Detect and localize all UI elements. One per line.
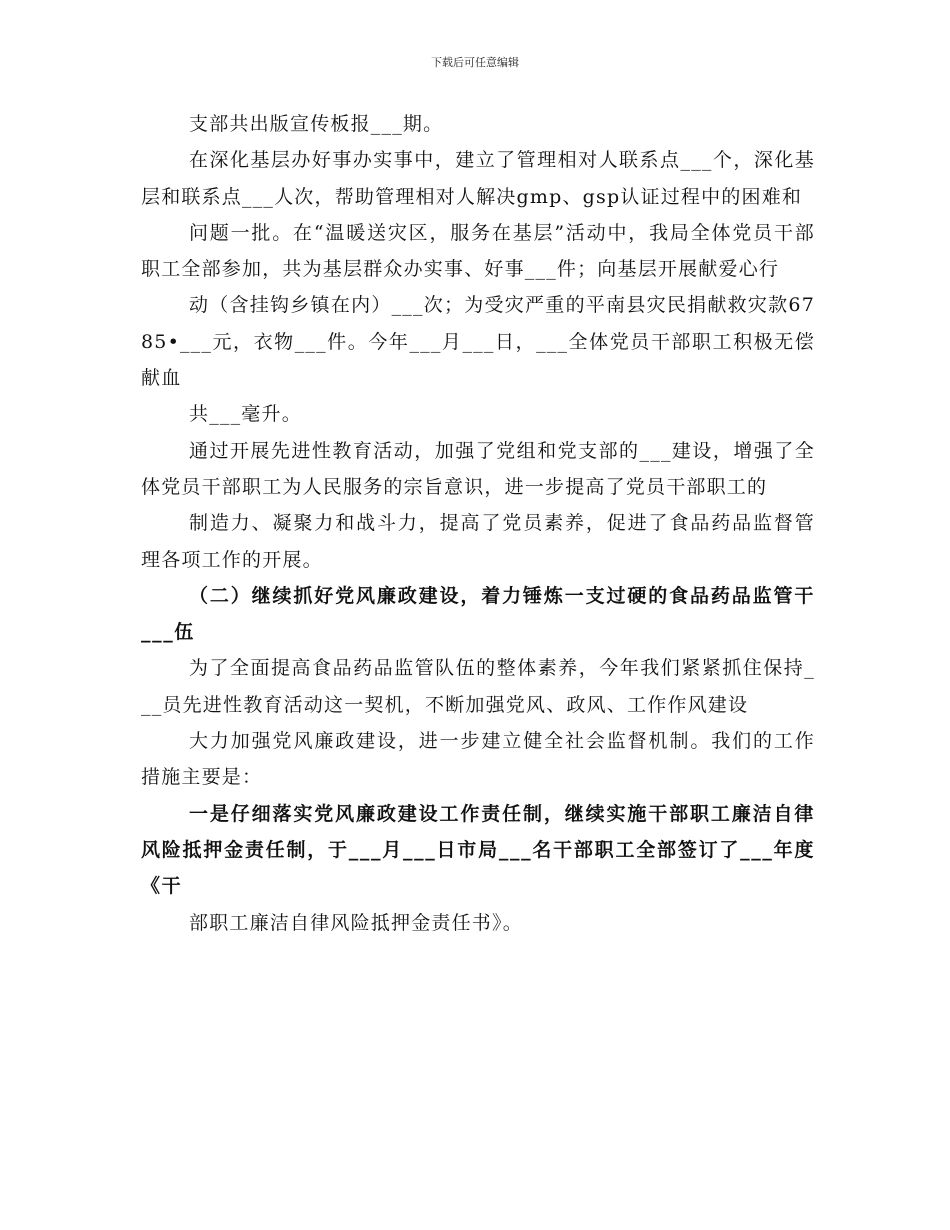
paragraph: 部职工廉洁自律风险抵押金责任书》。 <box>189 911 523 934</box>
paragraph: 动（含挂钩乡镇在内）___次；为受灾严重的平南县灾民捐献救灾款6785•___元，衣物___件。今年___月___日，___全体党员干部职工积极无偿献血 <box>141 294 815 390</box>
paragraph: 共___毫升。 <box>189 403 302 426</box>
paragraph: 支部共出版宣传板报___期。 <box>189 113 444 135</box>
paragraph: 在深化基层办好事办实事中，建立了管理相对人联系点___个，深化基层和联系点___人次，帮助管理相对人解决gmp、gsp认证过程中的困难和 <box>141 149 815 208</box>
page-header-note: 下载后可任意编辑 <box>431 56 519 69</box>
document-body <box>141 106 815 941</box>
paragraph: 大力加强党风廉政建设，进一步建立健全社会监督机制。我们的工作措施主要是： <box>141 730 815 789</box>
bold-paragraph: 一是仔细落实党风廉政建设工作责任制，继续实施干部职工廉洁自律风险抵押金责任制，于___月___日市局___名干部职工全部签订了___年度《干 <box>141 802 815 898</box>
paragraph: 通过开展先进性教育活动，加强了党组和党支部的___建设，增强了全体党员干部职工为人民服务的宗旨意识，进一步提高了党员干部职工的 <box>141 439 815 498</box>
paragraph: 制造力、凝聚力和战斗力，提高了党员素养，促进了食品药品监督管理各项工作的开展。 <box>141 512 815 571</box>
section-heading: （二）继续抓好党风廉政建设，着力锤炼一支过硬的食品药品监管干___伍 <box>141 584 815 644</box>
paragraph: 为了全面提高食品药品监管队伍的整体素养，今年我们紧紧抓住保持___员先进性教育活动这一契机，不断加强党风、政风、工作作风建设 <box>141 657 815 716</box>
paragraph: 问题一批。在“温暖送灾区，服务在基层”活动中，我局全体党员干部职工全部参加，共为基层群众办实事、好事___件；向基层开展献爱心行 <box>141 221 815 281</box>
